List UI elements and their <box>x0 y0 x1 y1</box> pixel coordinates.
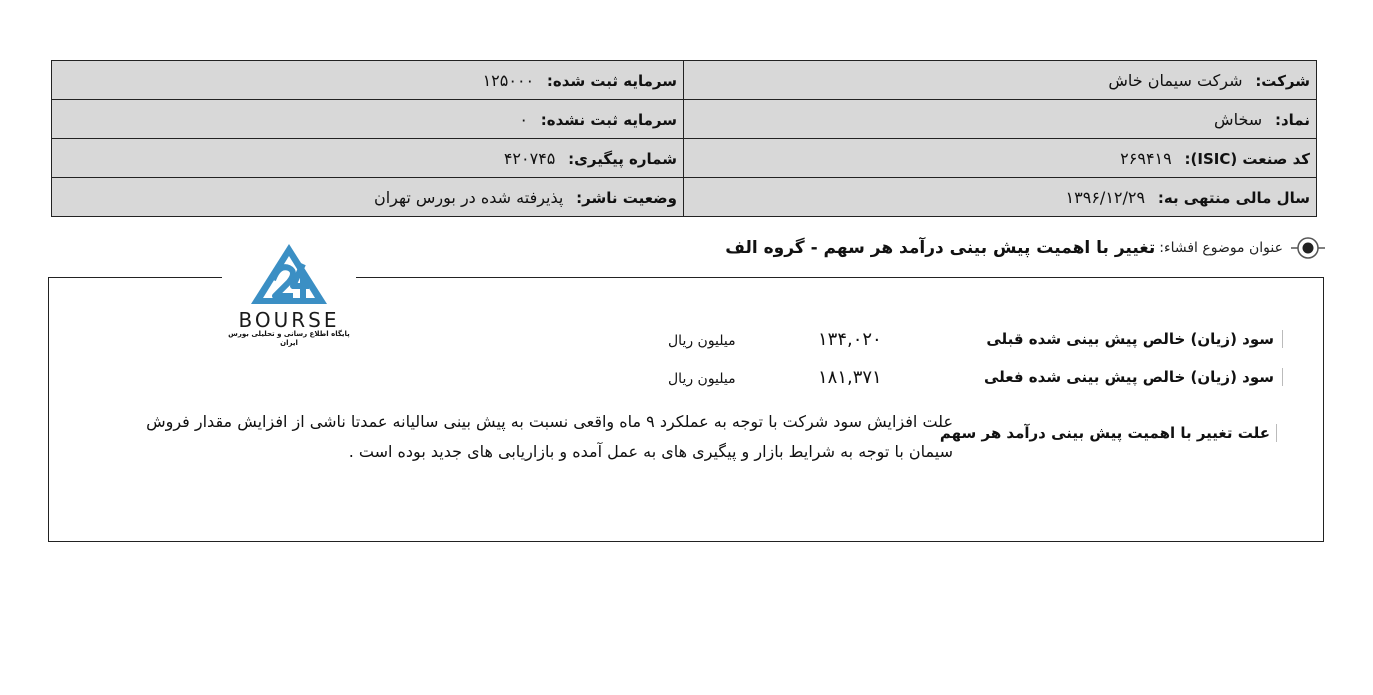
info-row-symbol <box>52 100 1317 139</box>
symbol-cell <box>684 100 1317 139</box>
isic-cell <box>684 139 1317 178</box>
subject-line <box>725 234 1325 262</box>
bourse-logo <box>222 234 356 350</box>
reason-text: علت افزایش سود شرکت با توجه به عملکرد ۹ ماه واقعی نسبت به پیش بینی سالیانه عمدتا ناشی از افزایش مقدار فروش سیمان با توجه به شرایط بازار و پیگیری های به عمل آمده و بازاریابی های جدید بوده است . <box>146 412 953 461</box>
fiscal-value: ۱۳۹۶/۱۲/۲۹ <box>1065 187 1146 207</box>
tracking-cell <box>52 139 684 178</box>
subject-title: تغییر با اهمیت پیش بینی درآمد هر سهم - گروه الف <box>725 238 1156 258</box>
info-row-fiscal <box>52 178 1317 217</box>
unregistered-capital-cell <box>52 100 684 139</box>
bourse-24-logo-icon <box>249 242 329 308</box>
logo-text: BOURSE <box>238 308 340 332</box>
status-cell <box>52 178 684 217</box>
company-cell <box>684 61 1317 100</box>
current-forecast-label: سود (زیان) خالص پیش بینی شده فعلی <box>984 368 1283 386</box>
fiscal-label: سال مالی منتهی به: <box>1157 188 1310 207</box>
company-label: شرکت: <box>1255 71 1310 90</box>
unregistered-capital-value: ۰ <box>519 109 528 129</box>
status-label: وضعیت ناشر: <box>576 188 677 207</box>
isic-value: ۲۶۹۴۱۹ <box>1120 148 1172 168</box>
capital-value: ۱۲۵۰۰۰ <box>482 70 535 90</box>
company-value: شرکت سیمان خاش <box>1108 70 1243 90</box>
previous-forecast-unit: میلیون ریال <box>668 333 736 349</box>
previous-forecast-label: سود (زیان) خالص پیش بینی شده قبلی <box>986 330 1283 348</box>
fiscal-cell <box>684 178 1317 217</box>
current-forecast-value: ۱۸۱,۳۷۱ <box>818 367 882 388</box>
isic-label: کد صنعت (ISIC): <box>1184 149 1310 168</box>
current-forecast-unit: میلیون ریال <box>668 371 736 387</box>
company-info-table <box>51 60 1317 217</box>
previous-forecast-value: ۱۳۴,۰۲۰ <box>818 329 882 350</box>
capital-cell <box>52 61 684 100</box>
tracking-label: شماره پیگیری: <box>568 149 677 168</box>
unregistered-capital-label: سرمایه ثبت نشده: <box>540 110 677 129</box>
info-row-company <box>52 61 1317 100</box>
target-icon <box>1291 234 1325 262</box>
subject-prefix: عنوان موضوع افشاء: <box>1159 240 1283 256</box>
logo-tagline: پایگاه اطلاع رسانی و تحلیلی بورس ایران <box>228 330 350 347</box>
symbol-label: نماد: <box>1274 110 1310 129</box>
status-value: پذیرفته شده در بورس تهران <box>373 187 564 207</box>
info-row-isic <box>52 139 1317 178</box>
reason-label: علت تغییر با اهمیت پیش بینی درآمد هر سهم <box>940 424 1277 442</box>
symbol-value: سخاش <box>1214 109 1263 129</box>
capital-label: سرمایه ثبت شده: <box>546 71 677 90</box>
tracking-value: ۴۲۰۷۴۵ <box>503 148 556 168</box>
